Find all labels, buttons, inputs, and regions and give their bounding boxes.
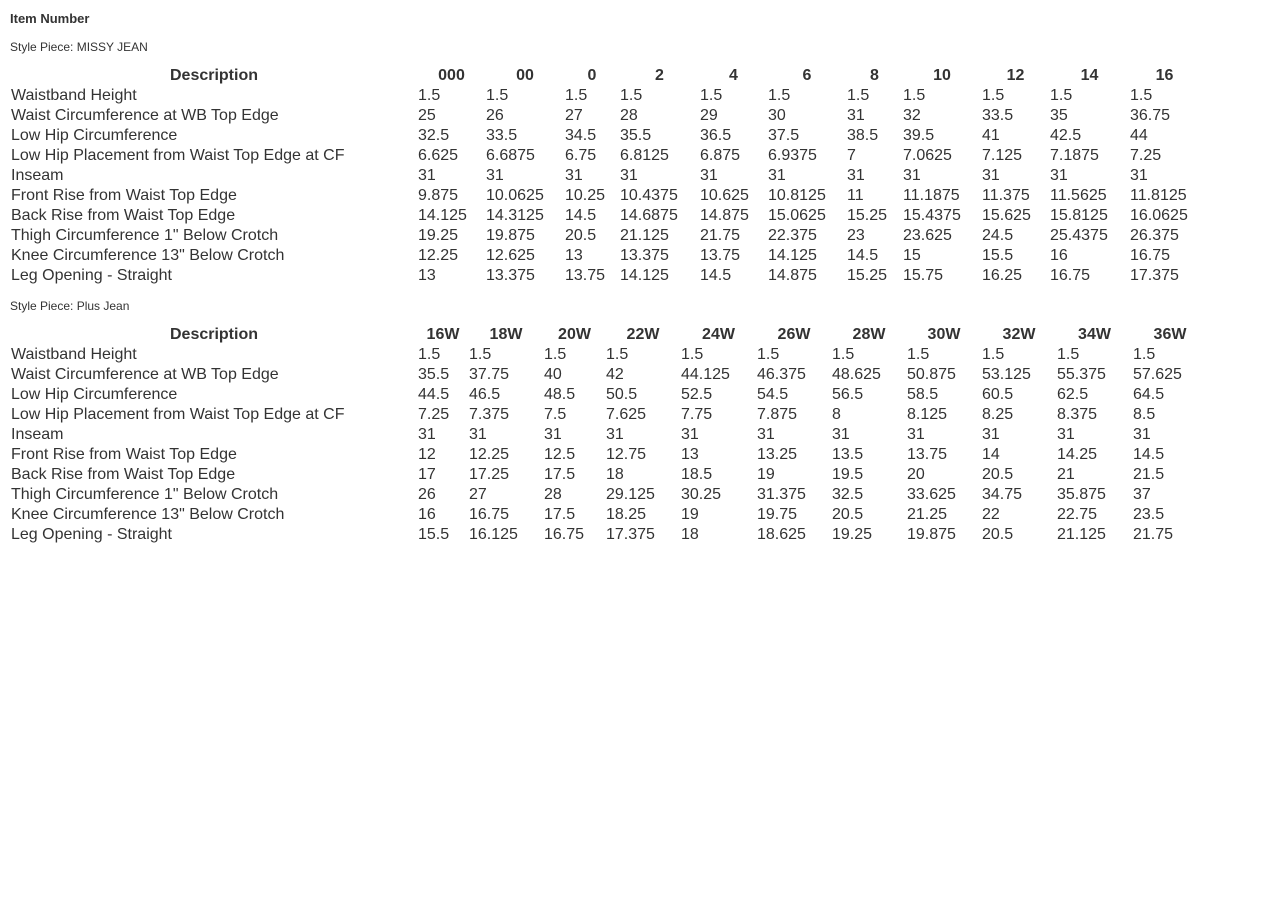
measurement-value: 7.125	[982, 147, 1023, 164]
size-header: 24W	[702, 326, 735, 343]
measurement-value: 16.125	[469, 526, 518, 543]
measurement-value: 31	[1130, 167, 1148, 184]
measurement-value: 35.5	[620, 127, 652, 144]
measurement-value: 14.5	[1133, 446, 1165, 463]
size-header: 16	[1155, 67, 1174, 84]
measurement-value: 29	[700, 107, 718, 124]
measurement-value: 1.5	[903, 87, 926, 104]
table-row	[10, 505, 1207, 525]
measurement-value: 15.25	[847, 207, 888, 224]
measurement-value: 21	[1057, 466, 1075, 483]
measurement-value: 31	[469, 426, 487, 443]
measurement-value: 46.375	[757, 366, 806, 383]
measurement-value: 60.5	[982, 386, 1014, 403]
measurement-value: 15.4375	[903, 207, 961, 224]
measurement-value: 32.5	[832, 486, 864, 503]
measurement-value: 6.875	[700, 147, 741, 164]
measurement-value: 22	[982, 506, 1000, 523]
measurement-value: 30.25	[681, 486, 722, 503]
table-row	[10, 246, 1199, 266]
measurement-value: 1.5	[1057, 346, 1080, 363]
measurement-value: 21.125	[620, 227, 669, 244]
measurement-value: 25.4375	[1050, 227, 1108, 244]
measurement-value: 37	[1133, 486, 1151, 503]
measurement-value: 13.75	[907, 446, 948, 463]
measurement-value: 1.5	[544, 346, 567, 363]
measurement-value: 16.75	[1130, 247, 1171, 264]
table-row	[10, 445, 1207, 465]
measurement-value: 19	[681, 506, 699, 523]
measurement-value: 21.5	[1133, 466, 1165, 483]
measurement-value: 13	[565, 247, 583, 264]
measurement-value: 20.5	[565, 227, 597, 244]
measurement-value: 23	[847, 227, 865, 244]
measurement-value: 34.5	[565, 127, 597, 144]
measurement-value: 15.5	[982, 247, 1014, 264]
measurement-value: 53.125	[982, 366, 1031, 383]
measurement-value: 32.5	[418, 127, 450, 144]
measurement-value: 13.375	[620, 247, 669, 264]
measurement-value: 16	[418, 506, 436, 523]
size-header: 10	[933, 67, 951, 84]
measurement-value: 34.75	[982, 486, 1023, 503]
measurement-value: 42	[606, 366, 624, 383]
size-header: 0	[587, 67, 597, 84]
measurement-value: 13.75	[700, 247, 741, 264]
measurement-value: 19.5	[832, 466, 864, 483]
size-header: 26W	[777, 326, 811, 343]
measurement-value: 16	[1050, 247, 1068, 264]
spec-table-plus	[10, 325, 1207, 545]
measurement-value: 8.5	[1133, 406, 1156, 423]
measurement-name: Back Rise from Waist Top Edge	[11, 466, 236, 483]
table-row	[10, 266, 1199, 286]
measurement-value: 31	[606, 426, 624, 443]
measurement-value: 1.5	[606, 346, 629, 363]
size-header: 00	[516, 67, 534, 84]
measurement-value: 19.25	[418, 227, 459, 244]
measurement-value: 10.8125	[768, 187, 826, 204]
measurement-value: 11	[847, 187, 864, 204]
measurement-value: 54.5	[757, 386, 789, 403]
measurement-name: Waistband Height	[11, 346, 137, 363]
measurement-value: 31	[1057, 426, 1075, 443]
size-header: 22W	[626, 326, 660, 343]
measurement-name: Waist Circumference at WB Top Edge	[11, 366, 279, 383]
measurement-value: 31	[907, 426, 925, 443]
table-row	[10, 206, 1199, 226]
measurement-value: 1.5	[486, 87, 509, 104]
table-row	[10, 425, 1207, 445]
measurement-name: Back Rise from Waist Top Edge	[11, 207, 236, 224]
measurement-value: 7.25	[1130, 147, 1162, 164]
measurement-value: 21.75	[700, 227, 741, 244]
measurement-value: 6.6875	[486, 147, 535, 164]
measurement-value: 12.25	[469, 446, 510, 463]
measurement-name: Low Hip Circumference	[11, 127, 178, 144]
measurement-value: 39.5	[903, 127, 935, 144]
measurement-name: Knee Circumference 13" Below Crotch	[11, 506, 285, 523]
measurement-value: 15.75	[903, 267, 944, 284]
measurement-value: 28	[544, 486, 562, 503]
measurement-value: 7.875	[757, 406, 798, 423]
measurement-value: 41	[982, 127, 1000, 144]
measurement-value: 7.25	[418, 406, 450, 423]
measurement-value: 31	[1050, 167, 1068, 184]
measurement-value: 14.875	[700, 207, 749, 224]
measurement-value: 35	[1050, 107, 1068, 124]
measurement-name: Waistband Height	[11, 87, 137, 104]
measurement-value: 31	[832, 426, 850, 443]
measurement-value: 31	[620, 167, 638, 184]
measurement-value: 14.875	[768, 267, 817, 284]
size-header: 8	[870, 67, 879, 84]
table-row	[10, 166, 1199, 186]
measurement-value: 14.125	[620, 267, 669, 284]
spec-table-missy	[10, 66, 1199, 286]
measurement-value: 7.0625	[903, 147, 952, 164]
header-row	[10, 66, 1199, 86]
measurement-value: 25	[418, 107, 436, 124]
measurement-value: 1.5	[982, 346, 1005, 363]
measurement-name: Low Hip Placement from Waist Top Edge at CF	[11, 147, 345, 164]
measurement-value: 7	[847, 147, 856, 164]
item-number-title: Item Number	[10, 11, 90, 26]
measurement-name: Leg Opening - Straight	[11, 267, 172, 284]
measurement-value: 31	[982, 426, 1000, 443]
measurement-name: Front Rise from Waist Top Edge	[11, 446, 237, 463]
measurement-value: 17.5	[544, 466, 576, 483]
measurement-value: 1.5	[1130, 87, 1153, 104]
measurement-value: 15.8125	[1050, 207, 1108, 224]
measurement-value: 57.625	[1133, 366, 1182, 383]
measurement-value: 1.5	[620, 87, 643, 104]
measurement-value: 1.5	[418, 346, 441, 363]
measurement-value: 15.625	[982, 207, 1031, 224]
measurement-value: 23.625	[903, 227, 952, 244]
measurement-value: 16.75	[1050, 267, 1091, 284]
measurement-value: 12	[418, 446, 436, 463]
measurement-value: 52.5	[681, 386, 713, 403]
section-label-plus: Style Piece: Plus Jean	[10, 299, 130, 313]
measurement-value: 1.5	[681, 346, 704, 363]
measurement-value: 27	[469, 486, 487, 503]
measurement-value: 31	[565, 167, 583, 184]
measurement-value: 1.5	[847, 87, 870, 104]
measurement-value: 6.9375	[768, 147, 817, 164]
measurement-value: 16.0625	[1130, 207, 1188, 224]
size-header: 000	[438, 67, 465, 84]
measurement-value: 12.75	[606, 446, 647, 463]
table-body	[10, 345, 1207, 545]
measurement-value: 15.5	[418, 526, 450, 543]
measurement-value: 11.5625	[1050, 187, 1107, 204]
measurement-value: 14.6875	[620, 207, 678, 224]
measurement-value: 21.75	[1133, 526, 1174, 543]
measurement-value: 37.75	[469, 366, 510, 383]
measurement-value: 62.5	[1057, 386, 1089, 403]
measurement-name: Low Hip Placement from Waist Top Edge at CF	[11, 406, 345, 423]
table-body	[10, 86, 1199, 286]
measurement-value: 13.75	[565, 267, 606, 284]
measurement-value: 13.375	[486, 267, 535, 284]
measurement-value: 18.5	[681, 466, 713, 483]
measurement-value: 1.5	[1050, 87, 1073, 104]
measurement-value: 18.25	[606, 506, 647, 523]
measurement-name: Low Hip Circumference	[11, 386, 178, 403]
measurement-value: 31	[768, 167, 786, 184]
measurement-value: 1.5	[768, 87, 791, 104]
measurement-value: 20.5	[832, 506, 864, 523]
measurement-value: 15.0625	[768, 207, 826, 224]
measurement-value: 7.5	[544, 406, 567, 423]
table-row	[10, 385, 1207, 405]
measurement-value: 17.5	[544, 506, 576, 523]
measurement-value: 31	[700, 167, 718, 184]
size-header: 4	[729, 67, 738, 84]
measurement-value: 36.75	[1130, 107, 1171, 124]
measurement-value: 7.375	[469, 406, 510, 423]
measurement-value: 11.1875	[903, 187, 960, 204]
measurement-name: Front Rise from Waist Top Edge	[11, 187, 237, 204]
measurement-value: 12.625	[486, 247, 535, 264]
measurement-value: 8.125	[907, 406, 948, 423]
measurement-value: 29.125	[606, 486, 655, 503]
measurement-value: 1.5	[982, 87, 1005, 104]
measurement-value: 31	[418, 167, 436, 184]
measurement-value: 6.8125	[620, 147, 669, 164]
size-header: 28W	[852, 326, 886, 343]
measurement-value: 17	[418, 466, 436, 483]
measurement-value: 7.75	[681, 406, 713, 423]
size-header: 30W	[927, 326, 961, 343]
header-row	[10, 325, 1207, 345]
measurement-value: 14.5	[847, 247, 879, 264]
measurement-name: Inseam	[11, 426, 64, 443]
measurement-value: 36.5	[700, 127, 732, 144]
measurement-value: 18	[606, 466, 624, 483]
measurement-name: Inseam	[11, 167, 64, 184]
measurement-value: 14.3125	[486, 207, 544, 224]
size-header: 2	[655, 67, 664, 84]
measurement-value: 38.5	[847, 127, 879, 144]
measurement-value: 21.125	[1057, 526, 1106, 543]
measurement-value: 37.5	[768, 127, 800, 144]
measurement-value: 15.25	[847, 267, 888, 284]
measurement-value: 15	[903, 247, 921, 264]
measurement-value: 48.5	[544, 386, 576, 403]
measurement-value: 19	[757, 466, 775, 483]
measurement-value: 17.375	[1130, 267, 1179, 284]
measurement-value: 30	[768, 107, 786, 124]
measurement-value: 33.625	[907, 486, 956, 503]
measurement-value: 8	[832, 406, 841, 423]
measurement-name: Knee Circumference 13" Below Crotch	[11, 247, 285, 264]
measurement-value: 10.0625	[486, 187, 544, 204]
measurement-value: 22.375	[768, 227, 817, 244]
measurement-name: Waist Circumference at WB Top Edge	[11, 107, 279, 124]
measurement-value: 32	[903, 107, 921, 124]
measurement-value: 1.5	[418, 87, 441, 104]
measurement-value: 42.5	[1050, 127, 1082, 144]
measurement-value: 48.625	[832, 366, 881, 383]
measurement-name: Leg Opening - Straight	[11, 526, 172, 543]
measurement-value: 20.5	[982, 526, 1014, 543]
size-header: 34W	[1078, 326, 1111, 343]
measurement-value: 1.5	[565, 87, 588, 104]
measurement-value: 6.625	[418, 147, 459, 164]
measurement-value: 31	[847, 167, 865, 184]
measurement-value: 31.375	[757, 486, 806, 503]
measurement-value: 1.5	[469, 346, 492, 363]
measurement-value: 50.875	[907, 366, 956, 383]
measurement-value: 6.75	[565, 147, 597, 164]
table-row	[10, 405, 1207, 425]
measurement-value: 31	[982, 167, 1000, 184]
measurement-value: 31	[681, 426, 699, 443]
measurement-value: 13.25	[757, 446, 798, 463]
measurement-value: 18.625	[757, 526, 806, 543]
table-row	[10, 525, 1207, 545]
measurement-value: 17.375	[606, 526, 655, 543]
table-row	[10, 485, 1207, 505]
measurement-value: 50.5	[606, 386, 638, 403]
measurement-value: 16.75	[544, 526, 585, 543]
table-row	[10, 365, 1207, 385]
measurement-value: 27	[565, 107, 583, 124]
measurement-value: 16.25	[982, 267, 1023, 284]
measurement-value: 58.5	[907, 386, 939, 403]
measurement-value: 26	[418, 486, 436, 503]
measurement-value: 55.375	[1057, 366, 1106, 383]
measurement-value: 31	[418, 426, 436, 443]
section-label-missy: Style Piece: MISSY JEAN	[10, 40, 148, 54]
measurement-value: 64.5	[1133, 386, 1165, 403]
table-row	[10, 345, 1207, 365]
measurement-value: 7.625	[606, 406, 647, 423]
measurement-value: 17.25	[469, 466, 510, 483]
size-header: 14	[1080, 67, 1099, 84]
measurement-value: 33.5	[486, 127, 518, 144]
measurement-value: 14.5	[700, 267, 732, 284]
measurement-value: 20	[907, 466, 925, 483]
measurement-value: 1.5	[832, 346, 855, 363]
size-header: 12	[1006, 67, 1025, 84]
measurement-value: 9.875	[418, 187, 459, 204]
measurement-value: 19.25	[832, 526, 873, 543]
measurement-name: Thigh Circumference 1" Below Crotch	[11, 486, 279, 503]
table-row	[10, 86, 1199, 106]
table-row	[10, 186, 1199, 206]
measurement-value: 7.1875	[1050, 147, 1099, 164]
measurement-value: 13	[418, 267, 436, 284]
size-header: 32W	[1002, 326, 1036, 343]
measurement-value: 22.75	[1057, 506, 1098, 523]
measurement-value: 44.125	[681, 366, 730, 383]
measurement-value: 8.375	[1057, 406, 1098, 423]
measurement-value: 10.4375	[620, 187, 678, 204]
measurement-value: 1.5	[700, 87, 723, 104]
table-row	[10, 465, 1207, 485]
measurement-value: 31	[847, 107, 865, 124]
measurement-value: 1.5	[757, 346, 780, 363]
measurement-value: 31	[544, 426, 562, 443]
measurement-value: 8.25	[982, 406, 1014, 423]
measurement-value: 35.5	[418, 366, 450, 383]
measurement-value: 13	[681, 446, 699, 463]
measurement-value: 14.25	[1057, 446, 1098, 463]
measurement-value: 14	[982, 446, 1000, 463]
measurement-value: 1.5	[907, 346, 930, 363]
measurement-value: 13.5	[832, 446, 864, 463]
measurement-value: 14.5	[565, 207, 597, 224]
measurement-value: 46.5	[469, 386, 501, 403]
measurement-value: 40	[544, 366, 562, 383]
measurement-value: 23.5	[1133, 506, 1165, 523]
measurement-value: 1.5	[1133, 346, 1156, 363]
measurement-value: 19.75	[757, 506, 798, 523]
measurement-value: 31	[486, 167, 504, 184]
measurement-value: 11.375	[982, 187, 1030, 204]
measurement-value: 18	[681, 526, 699, 543]
measurement-value: 19.875	[486, 227, 535, 244]
measurement-value: 33.5	[982, 107, 1014, 124]
measurement-value: 12.25	[418, 247, 459, 264]
measurement-name: Thigh Circumference 1" Below Crotch	[11, 227, 279, 244]
measurement-value: 11.8125	[1130, 187, 1187, 204]
description-header: Description	[169, 326, 258, 343]
measurement-value: 44.5	[418, 386, 450, 403]
measurement-value: 20.5	[982, 466, 1014, 483]
size-header: 16W	[426, 326, 460, 343]
table-row	[10, 146, 1199, 166]
measurement-value: 31	[1133, 426, 1151, 443]
measurement-value: 35.875	[1057, 486, 1106, 503]
description-header: Description	[169, 67, 258, 84]
size-header: 20W	[558, 326, 591, 343]
measurement-value: 14.125	[768, 247, 817, 264]
measurement-value: 24.5	[982, 227, 1014, 244]
measurement-value: 31	[757, 426, 775, 443]
size-header: 18W	[489, 326, 523, 343]
table-row	[10, 106, 1199, 126]
measurement-value: 44	[1130, 127, 1148, 144]
measurement-value: 16.75	[469, 506, 510, 523]
measurement-value: 12.5	[544, 446, 576, 463]
measurement-value: 56.5	[832, 386, 864, 403]
measurement-value: 10.625	[700, 187, 749, 204]
size-header: 6	[802, 67, 812, 84]
measurement-value: 10.25	[565, 187, 606, 204]
measurement-value: 26	[486, 107, 504, 124]
measurement-value: 28	[620, 107, 638, 124]
table-row	[10, 226, 1199, 246]
measurement-value: 31	[903, 167, 921, 184]
measurement-value: 14.125	[418, 207, 467, 224]
table-row	[10, 126, 1199, 146]
measurement-value: 26.375	[1130, 227, 1179, 244]
measurement-value: 21.25	[907, 506, 948, 523]
measurement-value: 19.875	[907, 526, 956, 543]
size-header: 36W	[1153, 326, 1187, 343]
